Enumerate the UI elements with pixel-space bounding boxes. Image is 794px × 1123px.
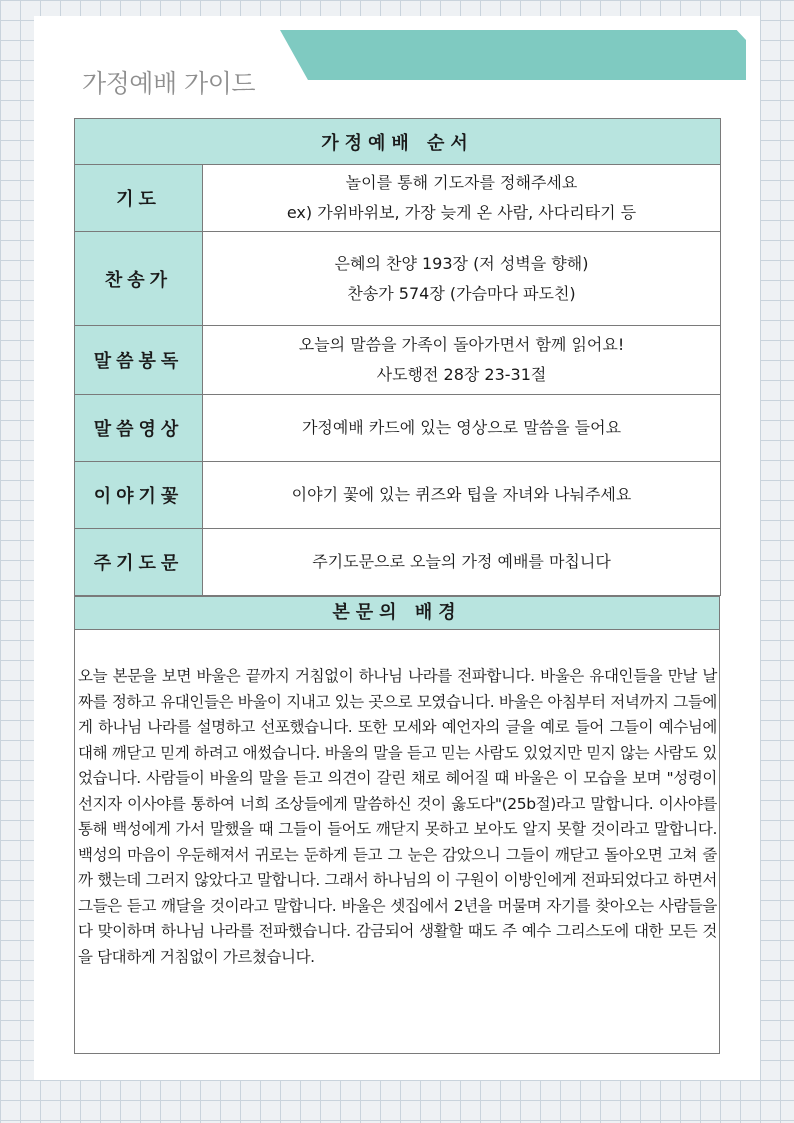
order-row-scripture-reading — [75, 326, 721, 395]
description-line: ex) 가위바위보, 가장 늦게 온 사람, 사다리타기 등 — [286, 203, 637, 222]
order-row-prayer — [75, 165, 721, 232]
description-line: 사도행전 28장 23-31절 — [376, 365, 547, 384]
order-row-description — [203, 232, 721, 326]
description-line: 찬송가 574장 (가슴마다 파도친) — [347, 283, 576, 303]
description-line: 은혜의 찬양 193장 (저 성벽을 향해) — [334, 253, 589, 273]
order-row-label: 말씀영상 — [75, 395, 203, 462]
order-row-sermon-video — [75, 395, 721, 462]
description-line: 이야기 꽃에 있는 퀴즈와 팁을 자녀와 나눠주세요 — [291, 485, 632, 504]
order-row-label: 이야기꽃 — [75, 462, 203, 529]
order-row-story-time — [75, 462, 721, 529]
order-row-description — [203, 165, 721, 232]
order-row-label: 찬송가 — [75, 232, 203, 326]
page-title: 가정예배 가이드 — [82, 69, 255, 98]
order-row-label: 말씀봉독 — [75, 326, 203, 395]
description-line: 놀이를 통해 기도자를 정해주세요 — [345, 173, 578, 192]
text-background-section — [74, 596, 720, 1054]
header-tab-strip — [280, 30, 746, 80]
order-row-description — [203, 529, 721, 596]
order-row-description — [203, 462, 721, 529]
description-line: 주기도문으로 오늘의 가정 예배를 마칩니다 — [312, 552, 611, 571]
order-row-label: 주기도문 — [75, 529, 203, 596]
worship-order-table — [74, 118, 721, 596]
order-table-heading: 가정예배 순서 — [75, 119, 721, 165]
order-row-description — [203, 395, 721, 462]
order-row-label: 기도 — [75, 165, 203, 232]
order-row-hymn — [75, 232, 721, 326]
background-heading: 본문의 배경 — [75, 597, 719, 630]
background-paragraph: 오늘 본문을 보면 바울은 끝까지 거침없이 하나님 나라를 전파합니다. 바울은 유대인들을 만날 날짜를 정하고 유대인들은 바울이 지내고 있는 곳으로 모였습니다. 바울은 아침부터 저녁까지 그들에게 하나님 나라를 설명하고 선포했습니다. 또한 모세와 예언자의 글을 예로 들어 그들이 예수님에 대해 깨닫고 믿게 하려고 애썼습니다. 바울의 말을 듣고 믿는 사람도 있었지만 믿지 않는 사람도 있었습니다. 사람들이 바울의 말을 듣고 의견이 갈린 채로 헤어질 때 바울은 이 모습을 보며 "성령이 선지자 이사야를 통하여 너희 조상들에게 말씀하신 것이 옳도다"(25b절)라고 말합니다. 이사야를 통해 백성에게 가서 말했을 때 그들이 들어도 깨닫지 못하고 보아도 알지 못할 것이라고 말합니다. 백성의 마음이 우둔해져서 귀로는 둔하게 듣고 그 눈은 감았으니 그들이 깨닫고 돌아오면 고쳐 줄까 했는데 그러지 않았다고 말합니다. 그래서 하나님의 이 구원이 이방인에게 전파되었다고 하면서 그들은 듣고 깨달을 것이라고 말합니다. 바울은 셋집에서 2년을 머물며 자기를 찾아오는 사람들을 다 맞이하며 하나님 나라를 전파했습니다. 감금되어 생활할 때도 주 예수 그리스도에 대한 모든 것을 담대하게 거침없이 가르쳤습니다. — [78, 667, 717, 966]
order-row-description — [203, 326, 721, 395]
order-row-lords-prayer — [75, 529, 721, 596]
description-line: 오늘의 말씀을 가족이 돌아가면서 함께 읽어요! — [298, 335, 625, 354]
description-line: 가정예배 카드에 있는 영상으로 말씀을 들어요 — [301, 418, 622, 437]
